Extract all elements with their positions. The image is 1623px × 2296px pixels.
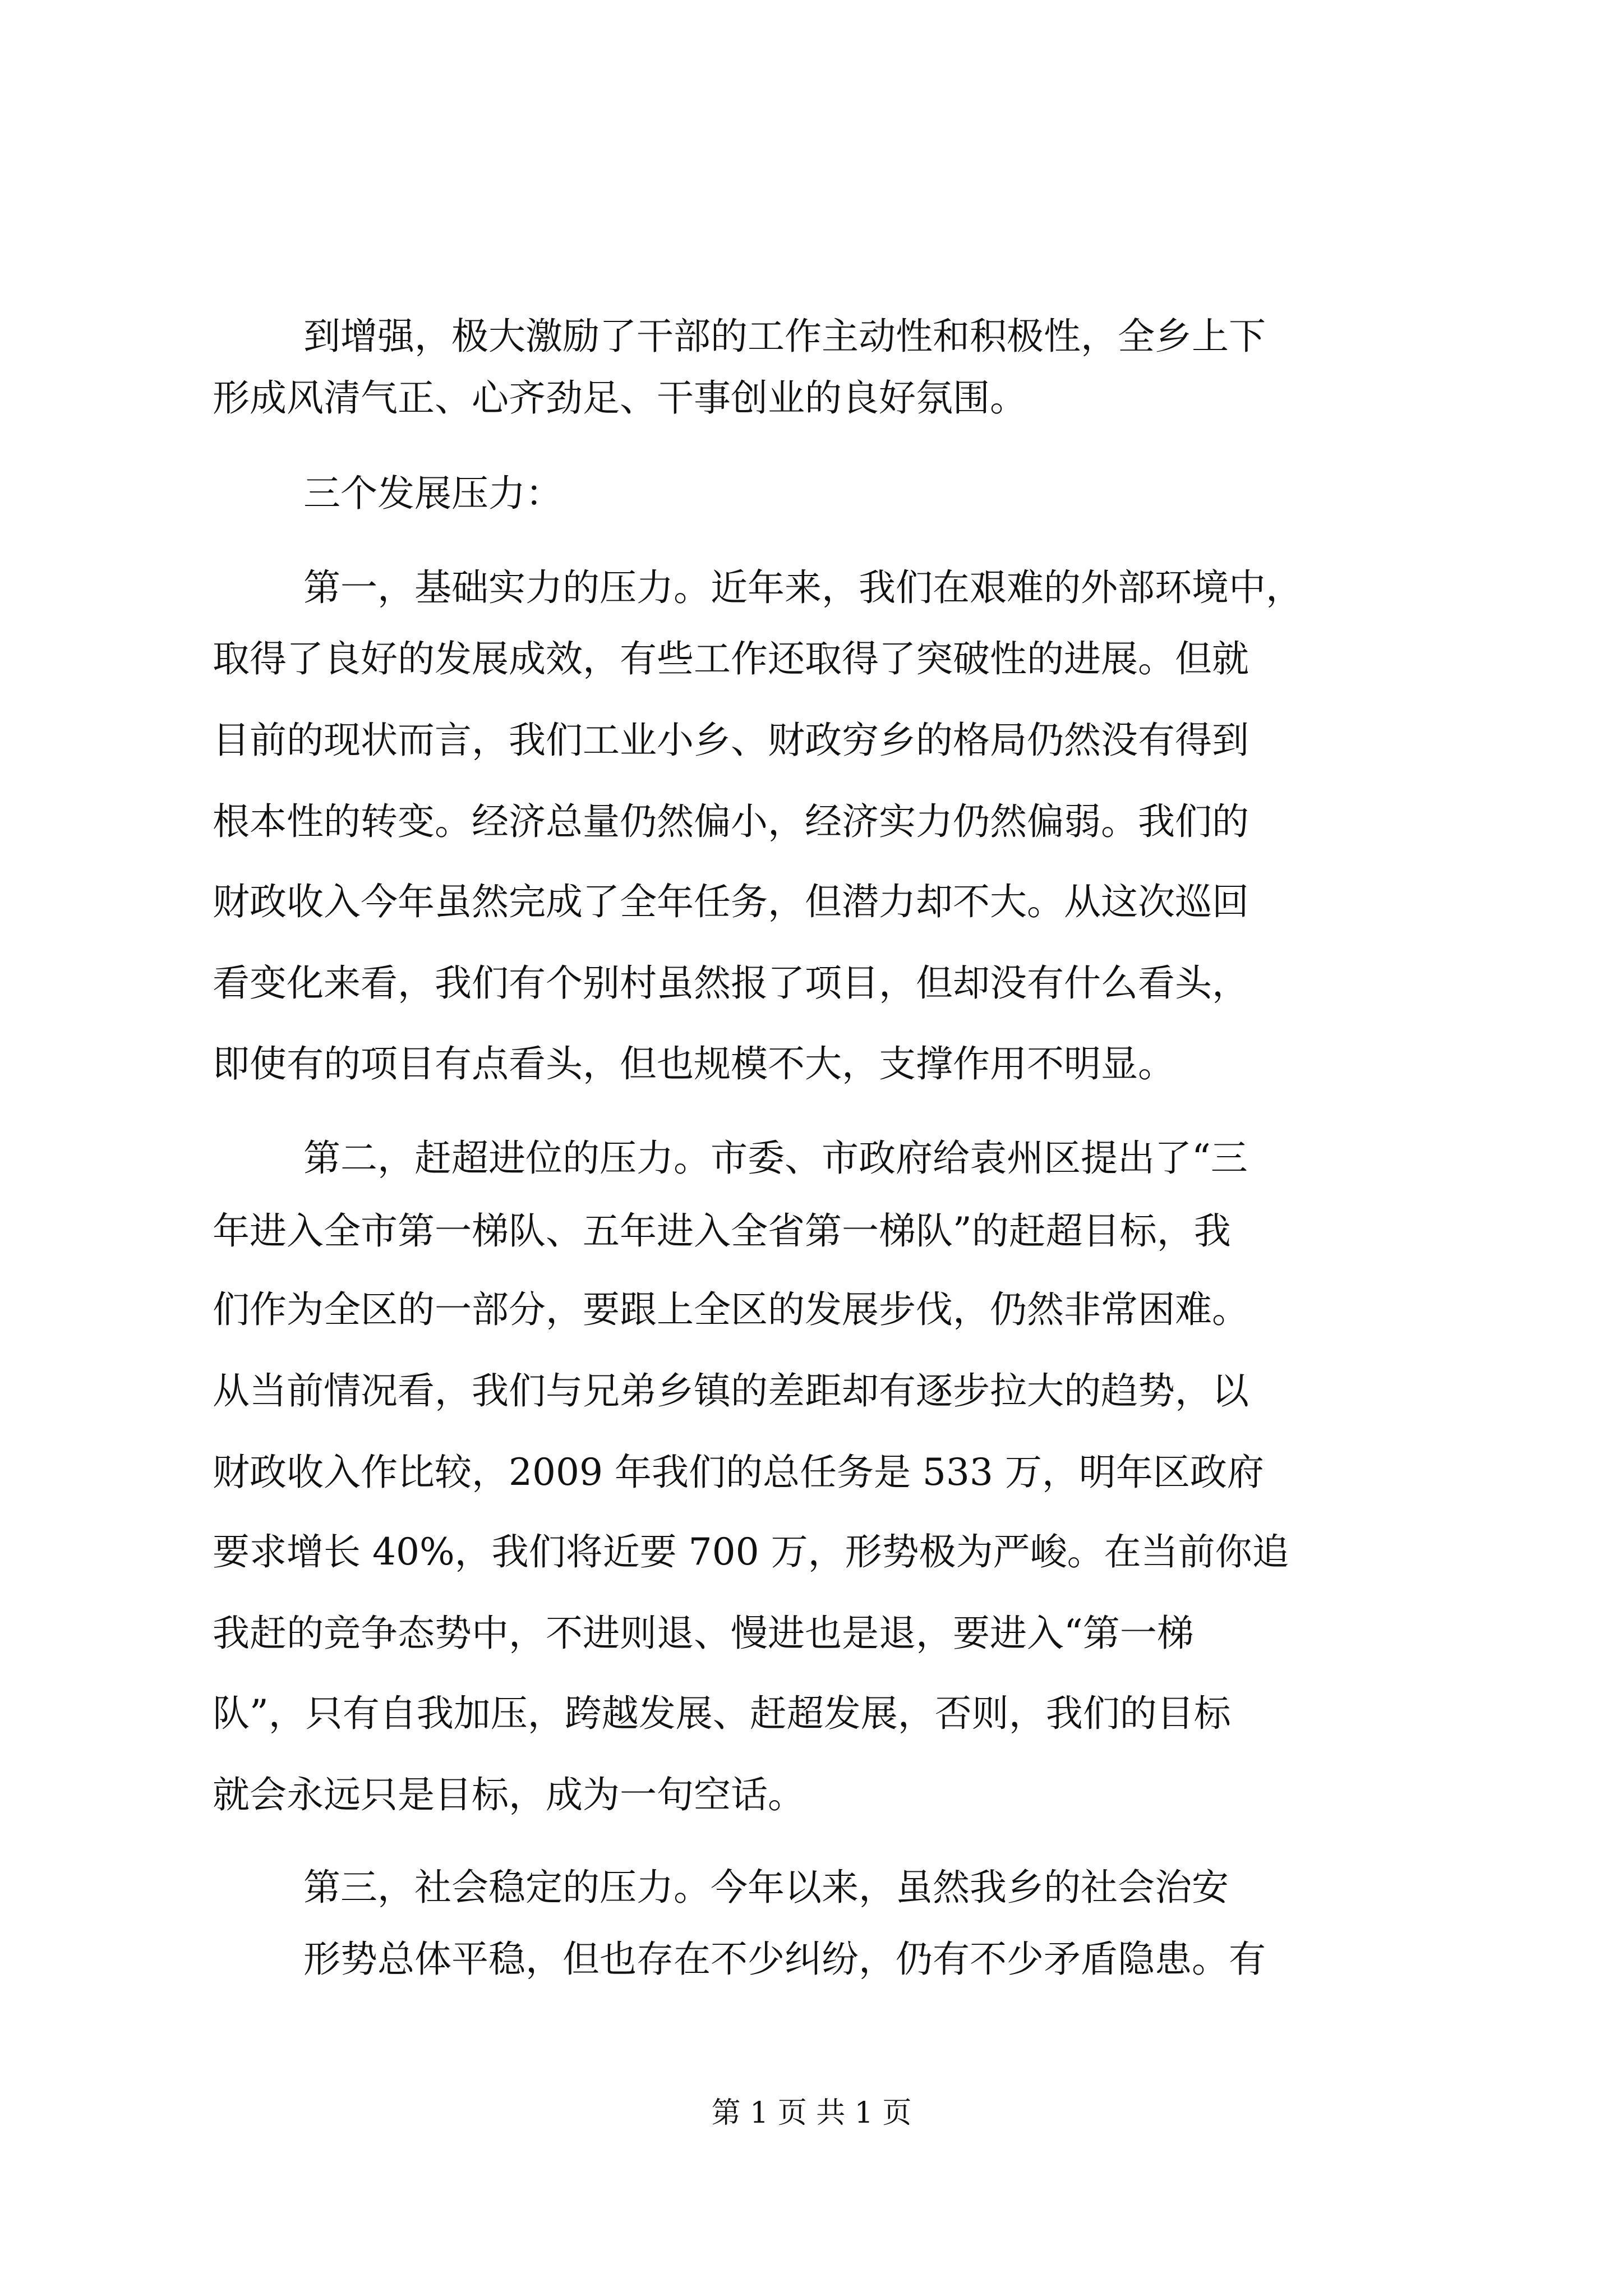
text-line: 从当前情况看，我们与兄弟乡镇的差距却有逐步拉大的趋势，以 <box>213 1369 1249 1412</box>
text-line: 取得了良好的发展成效，有些工作还取得了突破性的进展。但就 <box>213 637 1249 680</box>
text-line: 第一，基础实力的压力。近年来，我们在艰难的外部环境中， <box>303 566 1303 609</box>
text-line: 形势总体平稳，但也存在不少纠纷，仍有不少矛盾隐患。有 <box>303 1938 1266 1981</box>
text-line: 队”，只有自我加压，跨越发展、赶超发展，否则，我们的目标 <box>213 1692 1231 1735</box>
text-line: 形成风清气正、心齐劲足、干事创业的良好氛围。 <box>213 376 1027 420</box>
text-line: 年进入全市第一梯队、五年进入全省第一梯队”的赶超目标，我 <box>213 1209 1231 1253</box>
section-heading: 三个发展压力： <box>303 472 562 515</box>
text-line: 财政收入今年虽然完成了全年任务，但潜力却不大。从这次巡回 <box>213 880 1249 923</box>
text-line: 就会永远只是目标，成为一句空话。 <box>213 1773 805 1816</box>
text-line: 们作为全区的一部分，要跟上全区的发展步伐，仍然非常困难。 <box>213 1288 1249 1331</box>
text-line: 第三，社会稳定的压力。今年以来，虽然我乡的社会治安 <box>303 1866 1229 1909</box>
text-line: 目前的现状而言，我们工业小乡、财政穷乡的格局仍然没有得到 <box>213 719 1249 762</box>
text-line: 即使有的项目有点看头，但也规模不大，支撑作用不明显。 <box>213 1042 1175 1085</box>
text-line: 根本性的转变。经济总量仍然偏小，经济实力仍然偏弱。我们的 <box>213 800 1249 843</box>
page-footer: 第 1 页 共 1 页 <box>711 2096 912 2130</box>
text-line: 我赶的竞争态势中，不进则退、慢进也是退，要进入“第一梯 <box>213 1612 1194 1655</box>
text-line: 第二，赶超进位的压力。市委、市政府给袁州区提出了“三 <box>303 1137 1248 1180</box>
text-line: 要求增长 40%，我们将近要 700 万，形势极为严峻。在当前你追 <box>213 1530 1289 1573</box>
text-line: 到增强，极大激励了干部的工作主动性和积极性，全乡上下 <box>303 315 1266 358</box>
text-line: 看变化来看，我们有个别村虽然报了项目，但却没有什么看头， <box>213 961 1249 1005</box>
text-line: 财政收入作比较，2009 年我们的总任务是 533 万，明年区政府 <box>213 1451 1264 1494</box>
